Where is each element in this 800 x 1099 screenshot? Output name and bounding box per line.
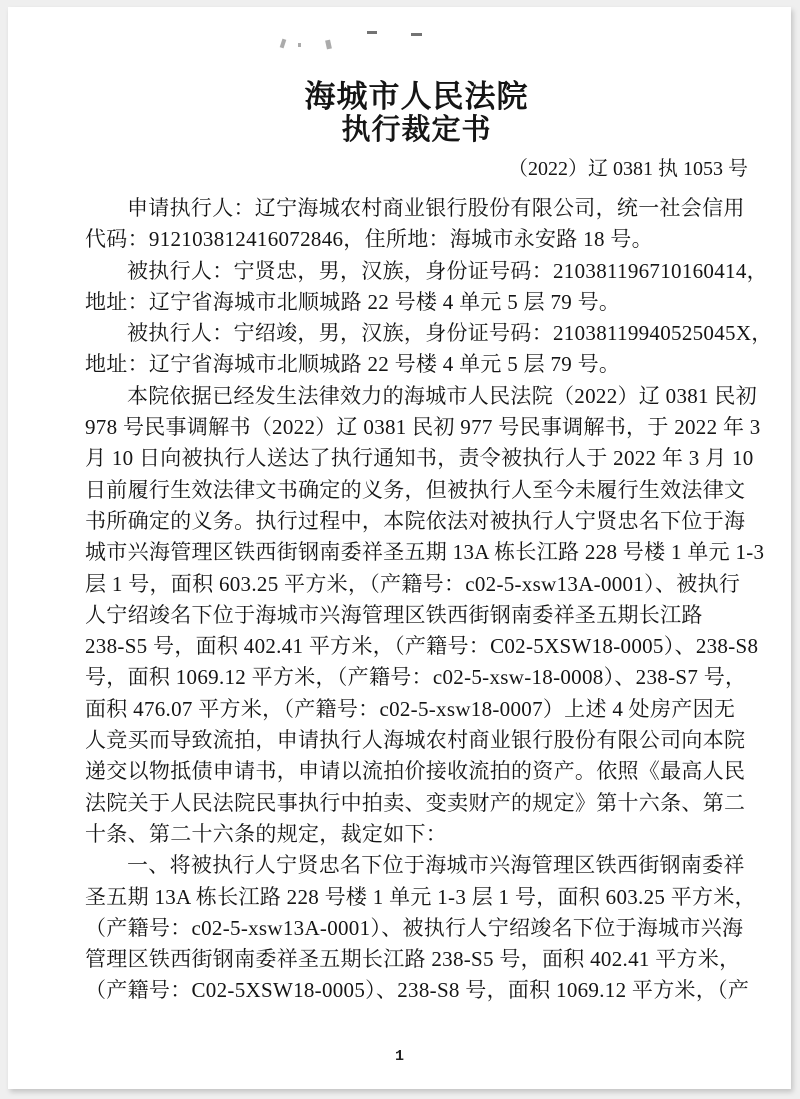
body-line: 人竞买而导致流拍，申请执行人海城农村商业银行股份有限公司向本院 — [85, 728, 746, 753]
body-line: 月 10 日向被执行人送达了执行通知书，责令被执行人于 2022 年 3 月 10 — [85, 446, 754, 471]
body-line: 人宁绍竣名下位于海城市兴海管理区铁西街钢南委祥圣五期长江路 — [85, 602, 703, 627]
document-body — [85, 193, 773, 1007]
body-line: 本院依据已经发生法律效力的海城市人民法院（2022）辽 0381 民初 — [127, 383, 757, 408]
body-line: 层 1 号，面积 603.25 平方米，（产籍号：c02-5-xsw13A-0001）、被执行 — [85, 571, 741, 596]
document-page — [8, 7, 791, 1089]
body-line: 地址：辽宁省海城市北顺城路 22 号楼 4 单元 5 层 79 号。 — [85, 289, 621, 314]
body-line: 圣五期 13A 栋长江路 228 号楼 1 单元 1-3 层 1 号，面积 603.25 平方米， — [85, 884, 756, 909]
body-line: 申请执行人：辽宁海城农村商业银行股份有限公司，统一社会信用 — [127, 196, 745, 220]
body-line: 号，面积 1069.12 平方米，（产籍号：c02-5-xsw-18-0008）、238-S7 号， — [85, 665, 747, 690]
body-line: 日前履行生效法律文书确定的义务，但被执行人至今未履行生效法律文 — [85, 477, 746, 502]
body-line: 被执行人：宁贤忠，男，汉族，身份证号码：210381196710160414， — [127, 258, 768, 283]
body-line: 城市兴海管理区铁西街钢南委祥圣五期 13A 栋长江路 228 号楼 1 单元 1-3 — [85, 540, 765, 565]
body-line: 地址：辽宁省海城市北顺城路 22 号楼 4 单元 5 层 79 号。 — [85, 352, 621, 377]
body-line: 管理区铁西街钢南委祥圣五期长江路 238-S5 号，面积 402.41 平方米， — [85, 947, 741, 972]
body-line: 十条、第二十六条的规定，裁定如下： — [85, 821, 448, 846]
body-line: 238-S5 号，面积 402.41 平方米，（产籍号：C02-5XSW18-0005）、238-S8 — [85, 634, 759, 659]
document-title: 执行裁定书 — [341, 114, 492, 146]
body-line: 面积 476.07 平方米，（产籍号：c02-5-xsw18-0007）上述 4 处房产因无 — [85, 696, 736, 721]
case-number: （2022）辽 0381 执 1053 号 — [508, 158, 748, 180]
body-line: 书所确定的义务。执行过程中，本院依法对被执行人宁贤忠名下位于海 — [85, 508, 746, 533]
body-line: 978 号民事调解书（2022）辽 0381 民初 977 号民事调解书，于 2022 年 3 — [85, 415, 761, 440]
body-line: 代码：912103812416072846，住所地：海城市永安路 18 号。 — [85, 227, 653, 252]
body-line: （产籍号：c02-5-xsw13A-0001）、被执行人宁绍竣名下位于海城市兴海 — [85, 915, 744, 940]
page-number: 1 — [394, 1048, 404, 1065]
body-line: （产籍号：C02-5XSW18-0005）、238-S8 号，面积 1069.12 平方米，（产 — [85, 978, 750, 1003]
document-content — [85, 7, 773, 1007]
body-line: 被执行人：宁绍竣，男，汉族，身份证号码：21038119940525045X， — [127, 321, 773, 346]
body-line: 法院关于人民法院民事执行中拍卖、变卖财产的规定》第十六条、第二 — [85, 790, 746, 815]
body-line: 递交以物抵债申请书，申请以流拍价接收流拍的资产。依照《最高人民 — [85, 759, 746, 784]
body-line: 一、将被执行人宁贤忠名下位于海城市兴海管理区铁西街钢南委祥 — [127, 853, 745, 878]
court-name: 海城市人民法院 — [304, 79, 529, 114]
